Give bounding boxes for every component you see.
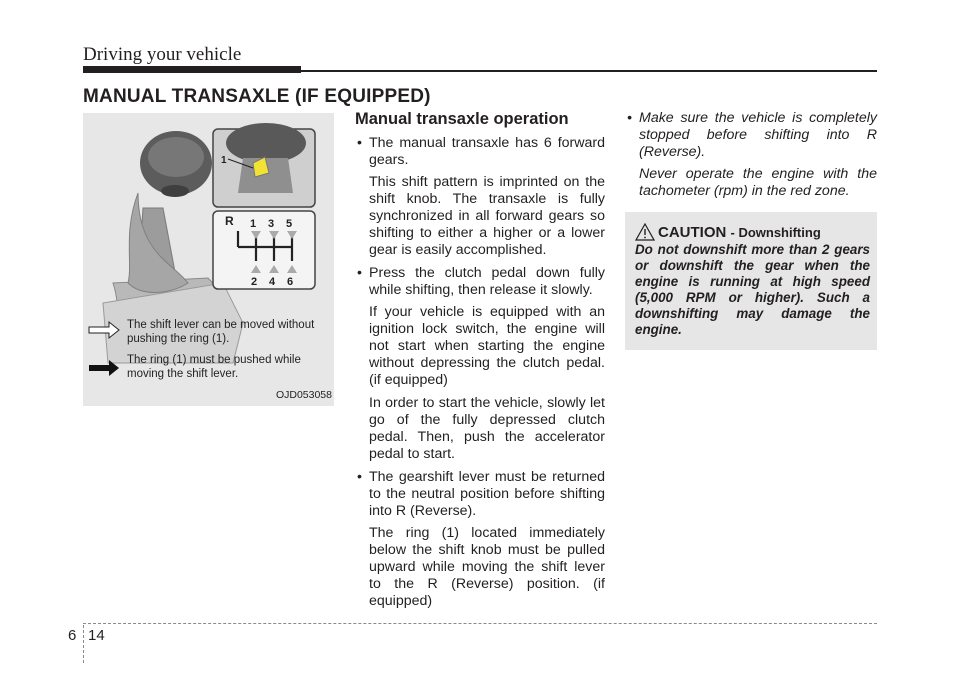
operation-bullet-2: • Press the clutch pedal down fully while shifting, then release it slowly. [355,265,605,299]
legend-text-2: The ring (1) must be pushed while moving the shift lever. [127,354,301,380]
operation-bullet-1: • The manual transaxle has 6 forward gears. [355,135,605,169]
gate-label-3: 3 [268,218,275,230]
figure-code: OJD053058 [275,389,332,401]
header-rule-thick [83,66,301,73]
operation-para-2b: In order to start the vehicle, slowly let go of the fully depressed clutch pedal. Then, push the accelerator pedal to start. [369,395,605,462]
warning-triangle-icon [635,223,655,241]
gate-label-r: R [225,214,234,228]
section-title: MANUAL TRANSAXLE (IF EQUIPPED) [83,86,431,107]
gate-label-4: 4 [269,276,276,288]
operation-para-3: The ring (1) located immediately below the shift knob must be pulled upward while moving the shift lever to the R (Reverse) position. (if equipped) [369,525,605,609]
caution-subtitle: - Downshifting [730,225,821,240]
shift-lever-figure [83,113,334,406]
operation-column [355,110,605,616]
tachometer-para: Never operate the engine with the tachometer (rpm) in the red zone. [639,166,877,199]
operation-para-2a: If your vehicle is equipped with an ignition lock switch, the engine will not start when starting the engine without depressing the clutch pedal. (if equipped) [369,304,605,388]
gate-label-1: 1 [250,218,257,230]
caution-title [658,224,821,241]
caution-box [625,212,877,350]
footer-divider [83,625,84,663]
gate-label-2: 2 [251,276,258,288]
caution-text: Do not downshift more than 2 gears or downshift the gear when the engine is running at high speed (5,000 RPM or higher). Such a downshifting may damage the engine. [635,242,870,337]
caution-label: CAUTION [658,224,727,241]
operation-bullet-3: • The gearshift lever must be returned to the neutral position before shifting into R (Reverse). [355,469,605,520]
gate-label-6: 6 [287,276,294,288]
legend-text-1: The shift lever can be moved without pushing the ring (1). [127,319,315,345]
reverse-bullet: • Make sure the vehicle is completely stopped before shifting into R (Reverse). [625,110,877,161]
gate-label-5: 5 [286,218,293,230]
header-rule-thin [301,70,877,72]
right-column [625,110,877,206]
operation-title: Manual transaxle operation [355,110,569,128]
running-title: Driving your vehicle [83,44,242,65]
page-number: 14 [88,627,105,644]
operation-para-1: This shift pattern is imprinted on the shift knob. The transaxle is fully synchronized in all forward gears so shifting to either a higher or a lower gear is easily accomplished. [369,174,605,258]
footer-rule [83,623,877,624]
chapter-number: 6 [68,627,77,644]
callout-number: 1 [221,155,227,166]
